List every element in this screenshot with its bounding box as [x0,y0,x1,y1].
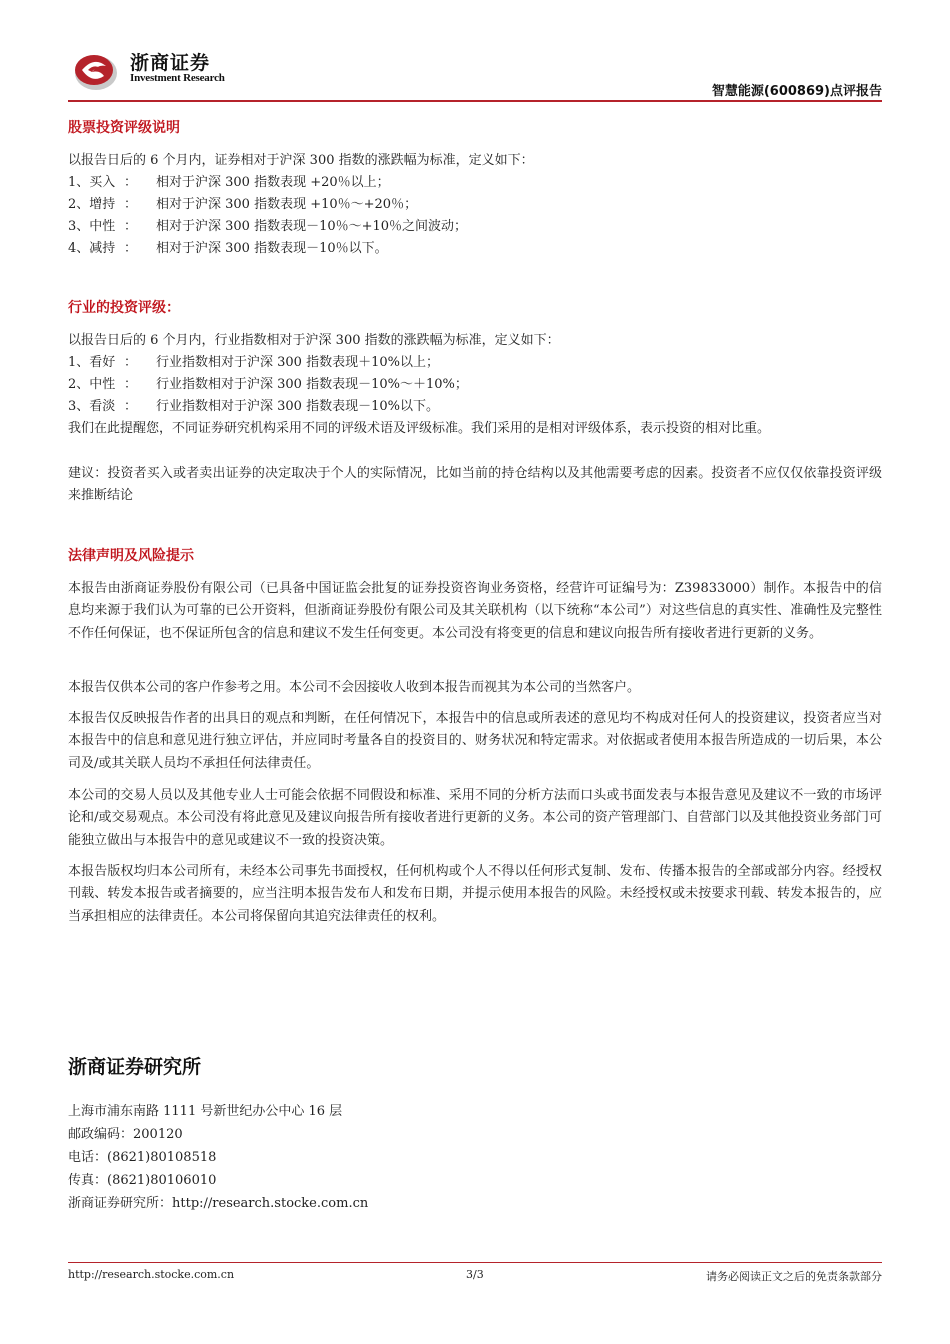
stock-rating-item [68,172,390,194]
item-colon: ： [124,175,138,190]
rating-note: 我们在此提醒您，不同证券研究机构采用不同的评级术语及评级标准。我们采用的是相对评级体系，表示投资的相对比重。 [68,421,771,436]
stock-rating-item [68,194,417,216]
industry-rating-item [68,374,468,396]
item-colon: ： [124,355,138,370]
item-number: 2、增持 [68,197,116,212]
item-text: 行业指数相对于沪深 300 指数表现＋10%以上； [156,355,439,370]
institute-address: 上海市浦东南路 1111 号新世纪办公中心 16 层 [68,1104,343,1119]
item-text: 行业指数相对于沪深 300 指数表现－10%以下。 [156,399,439,414]
report-title: 智慧能源(600869)点评报告 [711,84,882,99]
legal-title: 法律声明及风险提示 [68,548,194,564]
item-colon: ： [124,241,138,256]
logo-en-text: Investment Research [130,72,225,84]
industry-rating-item [68,352,439,374]
institute-postcode: 邮政编码：200120 [68,1127,183,1142]
institute-name: 浙商证券研究所 [68,1056,202,1078]
logo-cn-text: 浙商证券 [130,52,211,74]
company-logo [72,44,262,96]
item-number: 3、看淡 [68,399,116,414]
item-text: 行业指数相对于沪深 300 指数表现－10%～＋10%； [156,377,468,392]
item-number: 2、中性 [68,377,116,392]
investment-advice: 建议：投资者买入或者卖出证券的决定取决于个人的实际情况，比如当前的持仓结构以及其他需要考虑的因素。投资者不应仅仅依靠投资评级来推断结论 [68,466,882,504]
item-number: 3、中性 [68,219,116,234]
stock-rating-intro: 以报告日后的 6 个月内，证券相对于沪深 300 指数的涨跌幅为标准，定义如下： [68,153,534,168]
item-number: 1、看好 [68,355,116,370]
item-text: 相对于沪深 300 指数表现－10％以下。 [156,241,388,256]
item-number: 1、买入 [68,175,116,190]
footer-page-number: 3/3 [466,1268,484,1281]
legal-paragraph: 本报告仅反映报告作者的出具日的观点和判断，在任何情况下，本报告中的信息或所表述的意见均不构成对任何人的投资建议，投资者应当对本报告中的信息和意见进行独立评估，并应同时考量各自的投资目的、财务状况和特定需求。对依据或者使用本报告所造成的一切后果，本公司及/或其关联人员均不承担任何法律责任。 [68,711,882,771]
legal-paragraph: 本报告版权均归本公司所有，未经本公司事先书面授权，任何机构或个人不得以任何形式复制、发布、传播本报告的全部或部分内容。经授权刊载、转发本报告或者摘要的，应当注明本报告发布人和发布日期，并提示使用本报告的风险。未经授权或未按要求刊载、转发本报告的，应当承担相应的法律责任。本公司将保留向其追究法律责任的权利。 [68,864,882,924]
item-text: 相对于沪深 300 指数表现 +20％以上； [156,175,390,190]
item-text: 相对于沪深 300 指数表现 +10％～+20％； [156,197,418,212]
item-colon: ： [124,377,138,392]
legal-paragraph: 本公司的交易人员以及其他专业人士可能会依据不同假设和标准、采用不同的分析方法而口头或书面发表与本报告意见及建议不一致的市场评论和/或交易观点。本公司没有将此意见及建议向报告所有接收者进行更新的义务。本公司的资产管理部门、自营部门以及其他投资业务部门可能独立做出与本报告中的意见或建议不一致的投资决策。 [68,788,882,848]
stock-rating-item [68,238,388,260]
legal-paragraph: 本报告由浙商证券股份有限公司（已具备中国证监会批复的证券投资咨询业务资格，经营许可证编号为：Z39833000）制作。本报告中的信息均来源于我们认为可靠的已公开资料，但浙商证券股份有限公司及其关联机构（以下统称“本公司”）对这些信息的真实性、准确性及完整性不作任何保证，也不保证所包含的信息和建议不发生任何变更。本公司没有将变更的信息和建议向报告所有接收者进行更新的义务。 [68,581,882,641]
industry-rating-title: 行业的投资评级： [68,300,180,316]
item-colon: ： [124,197,138,212]
footer-disclaimer: 请务必阅读正文之后的免责条款部分 [706,1270,882,1283]
industry-rating-item [68,396,439,418]
industry-rating-intro: 以报告日后的 6 个月内，行业指数相对于沪深 300 指数的涨跌幅为标准，定义如下： [68,333,560,348]
stock-rating-title: 股票投资评级说明 [68,120,180,136]
institute-website: 浙商证券研究所：http://research.stocke.com.cn [68,1196,369,1211]
logo-mark-icon [72,44,124,94]
item-number: 4、减持 [68,241,116,256]
institute-fax: 传真：(8621)80106010 [68,1173,217,1188]
item-colon: ： [124,399,138,414]
item-text: 相对于沪深 300 指数表现－10％～+10％之间波动； [156,219,468,234]
header-divider [68,100,882,102]
legal-paragraph: 本报告仅供本公司的客户作参考之用。本公司不会因接收人收到本报告而视其为本公司的当然客户。 [68,680,641,695]
footer-divider [68,1262,882,1263]
footer-url[interactable]: http://research.stocke.com.cn [68,1268,235,1281]
item-colon: ： [124,219,138,234]
stock-rating-item [68,216,467,238]
institute-phone: 电话：(8621)80108518 [68,1150,217,1165]
